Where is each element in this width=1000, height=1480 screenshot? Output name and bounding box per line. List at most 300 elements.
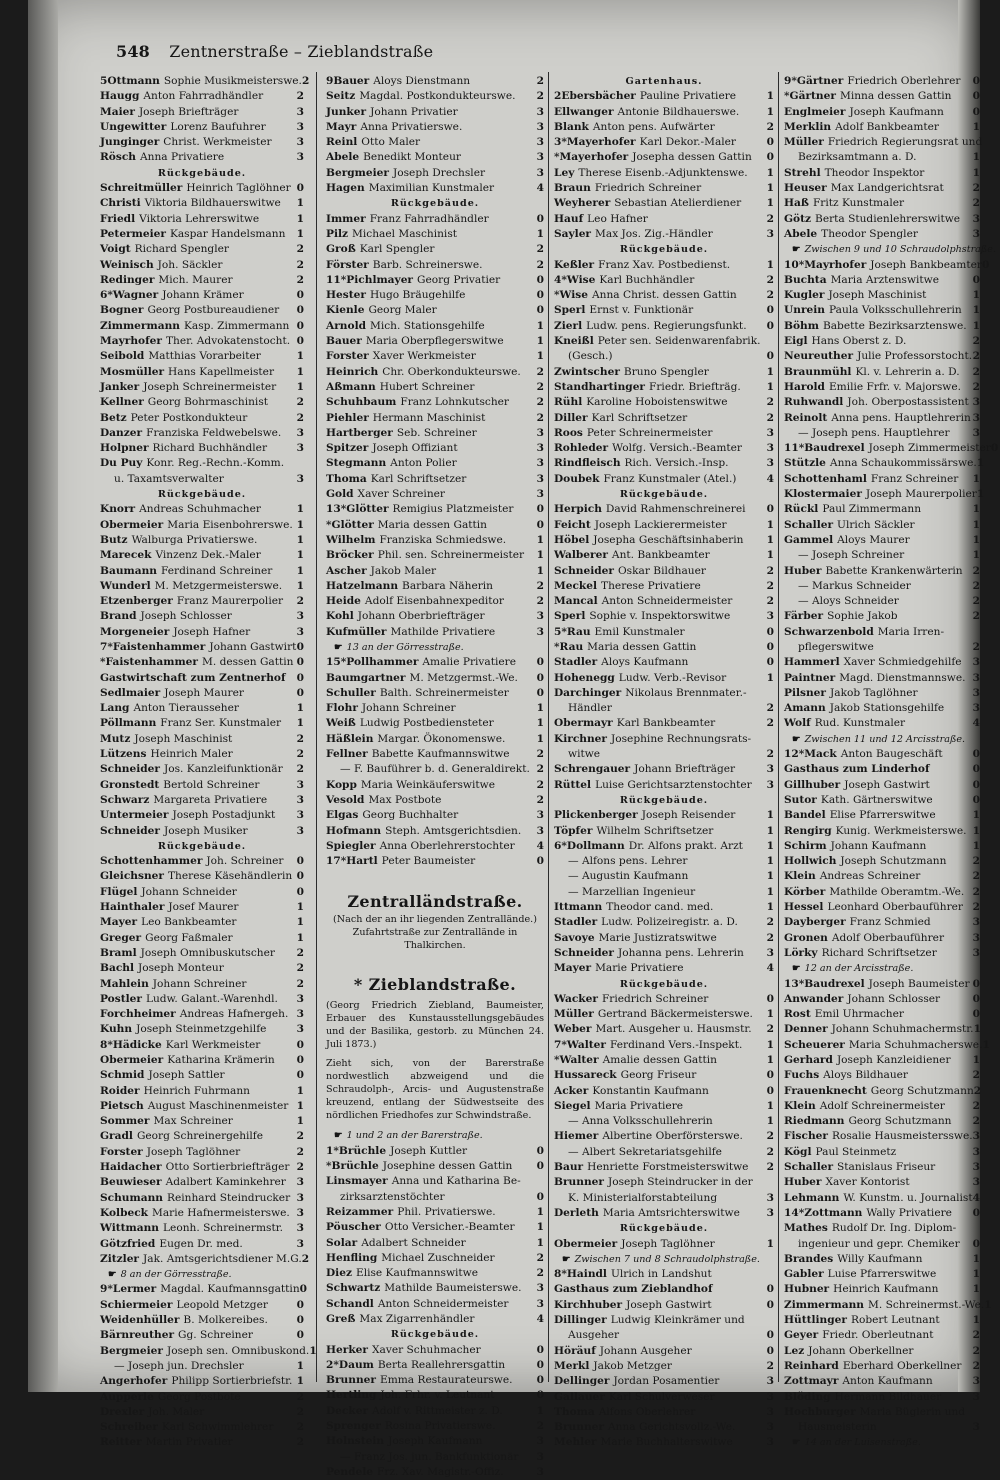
resident-occupation: Maria Oberpflegerswitwe (366, 334, 530, 349)
resident-name: Lützens (100, 747, 146, 762)
resident-occupation: Marie Hafnermeisterswe. (152, 1206, 290, 1221)
resident-occupation: Elise Kaufmannswitwe (356, 1266, 530, 1281)
resident-name: Wunderl (100, 579, 151, 594)
resident-name: Kögl (784, 1145, 811, 1160)
resident-name: Derleth (554, 1206, 599, 1221)
entry-row (326, 548, 544, 563)
house-number: 4* (554, 273, 567, 288)
resident-occupation: Mart. Ausgeher u. Hausmstr. (596, 1022, 760, 1037)
resident-name: Baumgartner (326, 671, 406, 686)
floor-number: 2 (530, 778, 544, 793)
resident-occupation: Georg Buchhalter (362, 808, 530, 823)
floor-number: 2 (290, 946, 304, 961)
resident-occupation: Joseph Taglöhner (147, 1145, 290, 1160)
resident-occupation: Josef Maurer (168, 900, 290, 915)
floor-number: 1 (966, 120, 980, 135)
street-heading: Zentralländstraße. (326, 891, 544, 913)
entry-row (784, 380, 980, 395)
entry-row (100, 716, 304, 731)
resident-occupation: Friedrich Oberlehrer (847, 74, 966, 89)
resident-occupation: Maria Schuhmacherswe. (849, 1038, 983, 1053)
resident-name: Junginger (100, 135, 159, 150)
floor-number: 0 (982, 258, 989, 273)
resident-occupation: Ludwig Postbediensteter (360, 716, 530, 731)
resident-name: Hochburger (784, 1405, 856, 1420)
entry-row (326, 89, 544, 104)
resident-name: Holpner (100, 441, 149, 456)
entry-row (554, 548, 774, 563)
resident-name: Kugler (784, 288, 824, 303)
floor-number: 3 (966, 212, 980, 227)
entry-row (554, 1084, 774, 1099)
floor-number: 3 (966, 1175, 980, 1190)
entry-continuation (554, 747, 774, 762)
entry-row (100, 992, 304, 1007)
entry-row (784, 1359, 980, 1374)
cross-reference-note (784, 961, 980, 976)
entry-row (554, 732, 774, 747)
entry-row (554, 334, 774, 349)
section-label: Rückgebäude. (554, 242, 774, 257)
resident-name: Hester (326, 288, 366, 303)
entry-row (554, 273, 774, 288)
entry-row (554, 227, 774, 242)
floor-number: 3 (760, 227, 774, 242)
entry-row (784, 1374, 980, 1389)
entry-row (100, 1221, 304, 1236)
floor-number: 3 (760, 1405, 774, 1420)
floor-number: 1 (290, 365, 304, 380)
resident-occupation: Steph. Amtsgerichtsdien. (385, 824, 530, 839)
floor-number: 3 (530, 1465, 544, 1480)
resident-name: Hammerl (784, 655, 840, 670)
resident-name: Baur (554, 1160, 583, 1175)
resident-occupation: Max Jos. Zig.-Händler (595, 227, 760, 242)
resident-occupation: Hugo Bräugehilfe (370, 288, 530, 303)
resident-occupation: Johann Ausgeher (600, 1344, 760, 1359)
resident-name: Gabler (784, 1267, 824, 1282)
resident-name: Ungewitter (100, 120, 166, 135)
resident-name: Lang (100, 701, 129, 716)
floor-number: 4 (530, 1312, 544, 1327)
floor-number: 1 (760, 166, 774, 181)
resident-name: Zottmann (804, 1206, 862, 1221)
resident-occupation: Max Postbote (368, 793, 530, 808)
entry-row (784, 105, 980, 120)
resident-occupation: Joseph Kaufmann (850, 105, 966, 120)
resident-name: Hagen (326, 181, 365, 196)
floor-number: 1 (760, 1099, 774, 1114)
entry-row (100, 1084, 304, 1099)
resident-occupation: Joseph Maschinist (828, 288, 966, 303)
resident-occupation: Josepha dessen Gattin (632, 150, 760, 165)
entry-row (326, 1144, 544, 1159)
resident-name: Schottenhammer (100, 854, 202, 869)
resident-name: Bandel (784, 808, 826, 823)
resident-occupation: Joseph Taglöhner (621, 1237, 760, 1252)
resident-name: Brunner (326, 1373, 376, 1388)
resident-name: Drexler (100, 1405, 144, 1420)
entry-row (100, 548, 304, 563)
resident-occupation: Johann Schreiner (153, 977, 290, 992)
resident-name: Riedmann (784, 1114, 844, 1129)
resident-name: Gerhard (784, 1053, 833, 1068)
entry-row (100, 747, 304, 762)
resident-name: Wittmann (100, 1221, 159, 1236)
floor-number: 3 (290, 1007, 304, 1022)
resident-name: Obermeier (554, 1237, 617, 1252)
resident-name: Gastwirtschaft zum Zentnerhof (100, 671, 286, 686)
entry-row (326, 1404, 544, 1419)
entry-row (554, 671, 774, 686)
floor-number: 0 (530, 1373, 544, 1388)
entry-continuation (784, 640, 980, 655)
resident-occupation: Babette Bezirksarztenswe. (823, 319, 967, 334)
pointing-hand-icon: ☛ (792, 244, 801, 255)
resident-name: Flohr (326, 701, 358, 716)
floor-number: 0 (530, 1343, 544, 1358)
resident-name: Hofmann (326, 824, 381, 839)
floor-number: 1 (530, 227, 544, 242)
resident-occupation: Joseph Maurerpolier (866, 487, 977, 502)
floor-number: 1 (530, 349, 544, 364)
resident-occupation: Joseph Baumeister (869, 977, 970, 992)
entry-row (326, 1251, 544, 1266)
floor-number: 2 (966, 1114, 980, 1129)
resident-occupation: Leo Bankbeamter (141, 915, 290, 930)
resident-name: Pollhammer (346, 655, 418, 670)
entry-row (326, 1266, 544, 1281)
entry-continuation (554, 885, 774, 900)
resident-name: Keßler (554, 258, 594, 273)
entry-row (100, 1007, 304, 1022)
page-number: 548 (116, 42, 150, 61)
resident-occupation: Amalie dessen Gattin (603, 1053, 760, 1068)
resident-occupation: Maria Büglerin und (860, 1405, 966, 1420)
resident-name: Etzenberger (100, 594, 173, 609)
resident-occupation: Peter Postkondukteur (131, 411, 290, 426)
entry-row (784, 946, 980, 961)
entry-continuation (326, 1450, 544, 1465)
resident-name: Mayrhofer (804, 258, 866, 273)
resident-name: Gasthaus zum Zieblandhof (554, 1282, 713, 1297)
entry-row (784, 533, 980, 548)
resident-name: Sperl (554, 609, 585, 624)
entry-row (100, 150, 304, 165)
entry-row (784, 655, 980, 670)
resident-name: Walberer (554, 548, 608, 563)
resident-occupation: Rud. Kunstmaler (815, 716, 966, 731)
floor-number: 1 (530, 533, 544, 548)
resident-name: Gärtner (790, 89, 836, 104)
resident-occupation: Katharina Krämerin (167, 1053, 290, 1068)
floor-number: 2 (760, 594, 774, 609)
entry-row (554, 89, 774, 104)
entry-row (326, 564, 544, 579)
resident-name: Friedl (100, 212, 135, 227)
entry-row (784, 1191, 980, 1206)
entry-row (100, 1405, 304, 1420)
floor-number: 1 (966, 502, 980, 517)
house-number: 7* (100, 640, 113, 655)
resident-name: Mayer (100, 915, 137, 930)
section-label: Gartenhaus. (554, 74, 774, 89)
floor-number: 1 (966, 1252, 980, 1267)
floor-number: 0 (290, 1298, 304, 1313)
entry-row (554, 288, 774, 303)
house-number: 15* (326, 655, 346, 670)
resident-occupation: Andreas Schuhmacher (139, 502, 290, 517)
resident-name: Neureuther (784, 349, 853, 364)
resident-name: Gallauer (554, 1390, 605, 1405)
resident-occupation: Ant. Bankbeamter (612, 548, 760, 563)
resident-name: Greger (100, 931, 141, 946)
resident-name: Zimmermann (784, 1298, 864, 1313)
floor-number: 2 (966, 564, 980, 579)
resident-occupation: Maria dessen Gattin (378, 518, 530, 533)
resident-name: Mayrhofer (100, 334, 162, 349)
resident-name: Weidenhüller (100, 1313, 179, 1328)
resident-occupation: Franz Maurerpolier (177, 594, 290, 609)
entry-continuation (784, 150, 980, 165)
house-number: 5* (554, 625, 567, 640)
house-number: 13* (326, 502, 346, 517)
floor-number: 2 (290, 1160, 304, 1175)
floor-number: 3 (290, 1221, 304, 1236)
resident-occupation: Georg Privatier (417, 273, 530, 288)
resident-occupation: Eberhard Oberkellner (843, 1359, 966, 1374)
floor-number: 3 (966, 931, 980, 946)
entry-row (326, 1159, 544, 1174)
entry-row (326, 686, 544, 701)
entry-continuation (554, 1191, 774, 1206)
entry-row (784, 931, 980, 946)
resident-name: Schaller (784, 1160, 833, 1175)
resident-occupation: Magdal. Postkondukteurswe. (359, 89, 530, 104)
floor-number: 1 (760, 533, 774, 548)
floor-number: 1 (530, 1220, 544, 1235)
resident-name: Dellinger (554, 1374, 609, 1389)
entry-row (554, 1267, 774, 1282)
resident-occupation: Magdal. Kaufmannsgattin (160, 1282, 299, 1297)
entry-row (784, 716, 980, 731)
entry-row (784, 701, 980, 716)
resident-occupation: Hermann Bildhauer (835, 1390, 966, 1405)
floor-number: 0 (966, 1237, 980, 1252)
resident-name: Feicht (554, 518, 591, 533)
entry-row (784, 1084, 980, 1099)
house-number: * (784, 89, 790, 104)
entry-row (326, 227, 544, 242)
resident-occupation: Anton pens. Aufwärter (593, 120, 760, 135)
entry-row (554, 992, 774, 1007)
resident-name: Hauf (554, 212, 583, 227)
resident-name: Walter (567, 1038, 606, 1053)
entry-row (100, 625, 304, 640)
resident-name: Blank (554, 120, 589, 135)
floor-number: 0 (966, 778, 980, 793)
floor-number: 3 (290, 472, 304, 487)
floor-number: 4 (530, 839, 544, 854)
continuation-text: pflegerswitwe (798, 640, 966, 655)
street-note: Zufahrtstraße zur Zentrallände in Thalkirchen. (326, 926, 544, 952)
continuation-text: — Joseph jun. Drechsler (114, 1359, 290, 1374)
entry-row (100, 732, 304, 747)
floor-number: 2 (760, 1129, 774, 1144)
resident-name: Schumann (100, 1191, 163, 1206)
resident-name: Bergmeier (100, 1344, 163, 1359)
floor-number: 2 (290, 1405, 304, 1420)
resident-name: Lehmann (784, 1191, 839, 1206)
floor-number: 1 (760, 380, 774, 395)
entry-row (554, 1359, 774, 1374)
floor-number: 0 (760, 1328, 774, 1343)
resident-name: Schandl (326, 1297, 374, 1312)
resident-occupation: Maria dessen Gattin (587, 640, 760, 655)
floor-number: 1 (966, 548, 980, 563)
resident-occupation: Heinrich Maler (150, 747, 290, 762)
floor-number: 2 (530, 89, 544, 104)
entry-row (554, 961, 774, 976)
entry-row (100, 1313, 304, 1328)
resident-name: Lörky (784, 946, 818, 961)
floor-number: 2 (966, 365, 980, 380)
entry-row (326, 150, 544, 165)
entry-row (554, 150, 774, 165)
floor-number: 0 (530, 303, 544, 318)
resident-name: Forchheimer (100, 1007, 176, 1022)
resident-occupation: Otto Versicher.-Beamter (385, 1220, 530, 1235)
resident-occupation: Karl Schwimmlehrer (162, 1420, 290, 1435)
entry-row (554, 824, 774, 839)
floor-number: 3 (530, 426, 544, 441)
floor-number: 0 (293, 655, 304, 670)
continuation-text: witwe (568, 747, 760, 762)
continuation-text: Bezirksamtmann a. D. (798, 150, 966, 165)
note-text: 13 an der Görresstraße. (347, 642, 464, 653)
floor-number: 3 (290, 1191, 304, 1206)
floor-number: 1 (966, 1053, 980, 1068)
house-number: * (554, 288, 560, 303)
resident-name: Aßmann (326, 380, 376, 395)
entry-row (100, 824, 304, 839)
resident-occupation: Sophie v. Inspektorswitwe (589, 609, 760, 624)
floor-number: 2 (974, 1084, 981, 1099)
street-description: Zieht sich, von der Barerstraße nordwestlich abzweigend und die Schraudolph-, Arcis- und Augustenstraße kreuzend, entlang der Südwestseite des nördlichen Friedhofes zur Schwindstraße. (326, 1057, 544, 1122)
floor-number: 2 (290, 258, 304, 273)
resident-name: Spitzer (326, 441, 368, 456)
resident-occupation: Georg Postbote (158, 1390, 290, 1405)
resident-name: Schuhbaum (326, 395, 396, 410)
entry-row (554, 778, 774, 793)
floor-number: 3 (290, 793, 304, 808)
resident-occupation: Georg Postbureaudiener (147, 303, 290, 318)
resident-occupation: Otto Sortierbriefträger (166, 1160, 290, 1175)
entry-continuation (784, 548, 980, 563)
resident-name: Götzfried (100, 1237, 155, 1252)
resident-occupation: Karl Schriftsetzer (371, 472, 530, 487)
resident-name: Hessel (784, 900, 823, 915)
entry-row (554, 105, 774, 120)
floor-number: 3 (530, 166, 544, 181)
resident-occupation: Rudolf Dr. Ing. Diplom- (832, 1221, 966, 1236)
floor-number: 1 (967, 319, 980, 334)
resident-name: Kohl (326, 609, 354, 624)
resident-name: Stadler (554, 655, 597, 670)
entry-row (100, 258, 304, 273)
entry-row (326, 334, 544, 349)
resident-occupation: Joseph Drechsler (393, 166, 530, 181)
resident-occupation: Leopold Metzger (176, 1298, 290, 1313)
entry-row (326, 456, 544, 471)
resident-name: Hartl (346, 854, 377, 869)
floor-number: 1 (760, 89, 774, 104)
floor-number: 2 (966, 1328, 980, 1343)
floor-number: 2 (966, 594, 980, 609)
entry-row (100, 1374, 304, 1389)
entry-row (784, 869, 980, 884)
floor-number: 2 (966, 1068, 980, 1083)
floor-number: 0 (991, 441, 998, 456)
floor-number: 1 (760, 518, 774, 533)
floor-number: 0 (760, 1344, 774, 1359)
entry-continuation (554, 1145, 774, 1160)
resident-name: Weyherer (554, 196, 610, 211)
house-number: 17* (326, 854, 346, 869)
resident-name: Mutz (100, 732, 130, 747)
floor-number: 4 (973, 1191, 980, 1206)
floor-number: 2 (530, 1251, 544, 1266)
street-description: (Georg Friedrich Ziebland, Baumeister, Erbauer des Kunstausstellungsgebäudes und der Basilika, gestorb. zu München 24. Juli 1873.) (326, 999, 544, 1051)
entry-row (554, 1068, 774, 1083)
resident-occupation: Friedrich Schreiner (602, 992, 760, 1007)
resident-name: Zwintscher (554, 365, 620, 380)
entry-row (784, 778, 980, 793)
resident-occupation: Julie Professorstocht. (857, 349, 972, 364)
floor-number: 2 (290, 1420, 304, 1435)
resident-name: Untermeier (100, 808, 168, 823)
resident-name: Gärtner (797, 74, 843, 89)
resident-name: Hädicke (113, 1038, 162, 1053)
continuation-text: — Aloys Schneider (798, 594, 966, 609)
entry-row (784, 625, 980, 640)
entry-row (784, 1390, 980, 1405)
entry-row (100, 426, 304, 441)
resident-name: Frauenknecht (784, 1084, 867, 1099)
entry-row (326, 303, 544, 318)
house-number: * (554, 1053, 560, 1068)
floor-number (760, 1175, 774, 1190)
resident-occupation: Johann Krämer (162, 288, 290, 303)
floor-number: 3 (966, 686, 980, 701)
entry-row (784, 196, 980, 211)
house-number: 11* (326, 273, 346, 288)
resident-name: Rückl (784, 502, 818, 517)
directory-column-4 (784, 74, 980, 1384)
entry-row (100, 196, 304, 211)
entry-row (100, 1282, 304, 1297)
resident-occupation: Max Zigarrenhändler (359, 1312, 530, 1327)
resident-name: Kolbeck (100, 1206, 148, 1221)
resident-name: Mahlein (100, 977, 149, 992)
floor-number: 1 (966, 808, 980, 823)
floor-number: 0 (290, 1053, 304, 1068)
resident-name: Hainthaler (100, 900, 164, 915)
resident-occupation: Viktoria Bildhauerswitwe (145, 196, 290, 211)
floor-number: 1 (290, 380, 304, 395)
house-number: 2 (554, 89, 561, 104)
resident-occupation: Barb. Schreinerswe. (373, 258, 530, 273)
